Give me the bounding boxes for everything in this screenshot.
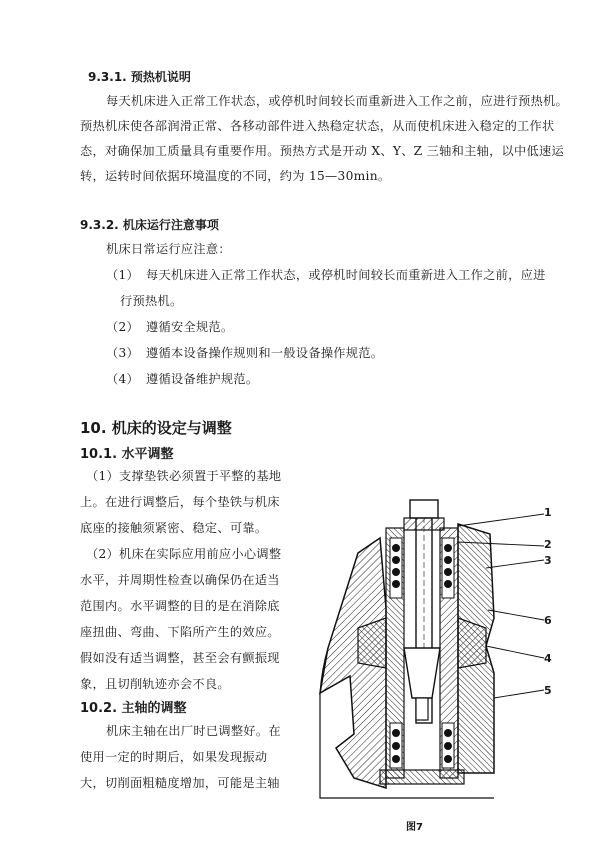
figure-label: 3 xyxy=(544,554,552,567)
paragraph-line: 座扭曲、弯曲、下陷所产生的效应。 xyxy=(80,625,280,639)
figure-label: 4 xyxy=(544,652,552,665)
list-item-continuation: 行预热机。 xyxy=(120,294,183,308)
list-item-text: 每天机床进入正常工作状态，或停机时间较长而重新进入工作之前，应进 xyxy=(146,268,546,282)
chapter-10-heading: 10. 机床的设定与调整 xyxy=(80,419,232,437)
paragraph-line: （1）支撑垫铁必须置于平整的基地 xyxy=(86,469,282,483)
paragraph-line: 使用一定的时期后，如果发现振动 xyxy=(80,750,268,764)
paragraph-line: 机床主轴在出厂时已调整好。在 xyxy=(106,724,281,738)
paragraph-line: 范围内。水平调整的目的是在消除底 xyxy=(80,599,280,613)
section-9-3-2-heading: 9.3.2. 机床运行注意事项 xyxy=(80,218,219,232)
paragraph-line: （2）机床在实际应用前应小心调整 xyxy=(86,547,282,561)
paragraph-line: 上。在进行调整后，每个垫铁与机床 xyxy=(80,495,280,509)
paragraph-line: 态，对确保加工质量具有重要作用。预热方式是开动 X、Y、Z 三轴和主轴，以中低速运 xyxy=(80,144,564,158)
spindle-assembly-figure xyxy=(318,498,564,814)
paragraph-line: 每天机床进入正常工作状态，或停机时间较长而重新进入工作之前，应进行预热机。 xyxy=(106,94,569,108)
list-item-number: （2） xyxy=(106,320,140,334)
list-item-number: （3） xyxy=(106,346,140,360)
list-item-text: 遵循设备维护规范。 xyxy=(146,372,259,386)
list-item-text: 遵循安全规范。 xyxy=(146,320,234,334)
figure-caption: 图7 xyxy=(406,822,423,833)
paragraph-line: 假如没有适当调整，甚至会有颤振现 xyxy=(80,651,280,665)
paragraph-line: 大，切削面粗糙度增加，可能是主轴 xyxy=(80,776,280,790)
list-item-number: （1） xyxy=(106,268,140,282)
list-item-number: （4） xyxy=(106,372,140,386)
figure-label: 6 xyxy=(544,614,552,627)
paragraph-line: 预热机床使各部润滑正常、各移动部件进入热稳定状态，从而使机床进入稳定的工作状 xyxy=(80,119,555,133)
paragraph-line: 象，且切削轨迹亦会不良。 xyxy=(80,677,230,691)
paragraph-line: 转，运转时间依据环境温度的不同，约为 15—30min。 xyxy=(80,169,391,183)
section-9-3-1-heading: 9.3.1. 预热机说明 xyxy=(88,70,191,84)
paragraph-line: 底座的接触须紧密、稳定、可靠。 xyxy=(80,521,268,535)
figure-label: 2 xyxy=(544,538,552,551)
spindle-drawing xyxy=(318,498,564,814)
section-10-1-heading: 10.1. 水平调整 xyxy=(80,447,174,462)
paragraph-line: 水平，并周期性检查以确保仍在适当 xyxy=(80,573,280,587)
list-intro: 机床日常运行应注意： xyxy=(106,242,231,256)
figure-label: 5 xyxy=(544,684,552,697)
list-item-text: 遵循本设备操作规则和一般设备操作规范。 xyxy=(146,346,384,360)
section-10-2-heading: 10.2. 主轴的调整 xyxy=(80,701,187,716)
figure-label: 1 xyxy=(544,506,552,519)
